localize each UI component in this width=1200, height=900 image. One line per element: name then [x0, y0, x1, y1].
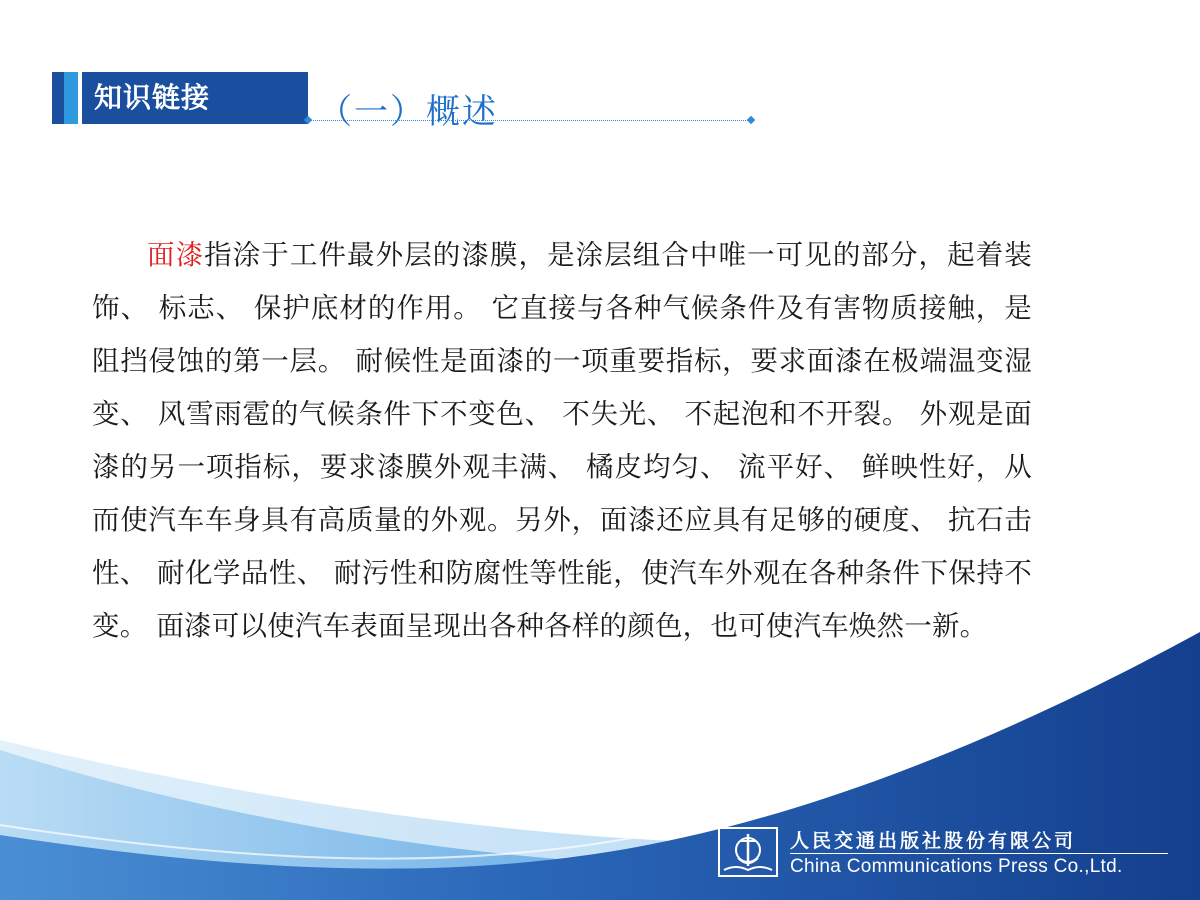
body-paragraph [92, 229, 1032, 653]
tab-accent-stripe [64, 72, 78, 124]
tab-accent-gap [78, 72, 82, 124]
heading-underline [308, 120, 752, 121]
publisher-divider [790, 853, 1168, 854]
heading-underline-right-dot [747, 116, 755, 124]
paragraph-text: 指涂于工件最外层的漆膜，是涂层组合中唯一可见的部分，起着装饰、 标志、 保护底材的作用。 它直接与各种气候条件及有害物质接触，是阻挡侵蚀的第一层。 耐候性是面漆的一项重要指标，要求面漆在极端温变湿变、 风雪雨雹的气候条件下不变色、 不失光、 不起泡和不开裂。 外观是面漆的另一项指标，要求漆膜外观丰满、 橘皮均匀、 流平好、 鲜映性好，从而使汽车车身具有高质量的外观。另外，面漆还应具有足够的硬度、 抗石击性、 耐化学品性、 耐污性和防腐性等性能，使汽车外观在各种条件下保持不变。 面漆可以使汽车表面呈现出各种各样的颜色，也可使汽车焕然一新。 [92, 238, 1032, 642]
publisher-name-chinese: 人民交通出版社股份有限公司 [790, 830, 1077, 852]
section-heading: （一）概述 [318, 92, 498, 132]
publisher-name-english: China Communications Press Co.,Ltd. [790, 856, 1123, 877]
tab-label: 知识链接 [94, 81, 211, 114]
highlight-term: 面漆 [147, 238, 205, 271]
anchor-emblem-icon [716, 826, 780, 878]
